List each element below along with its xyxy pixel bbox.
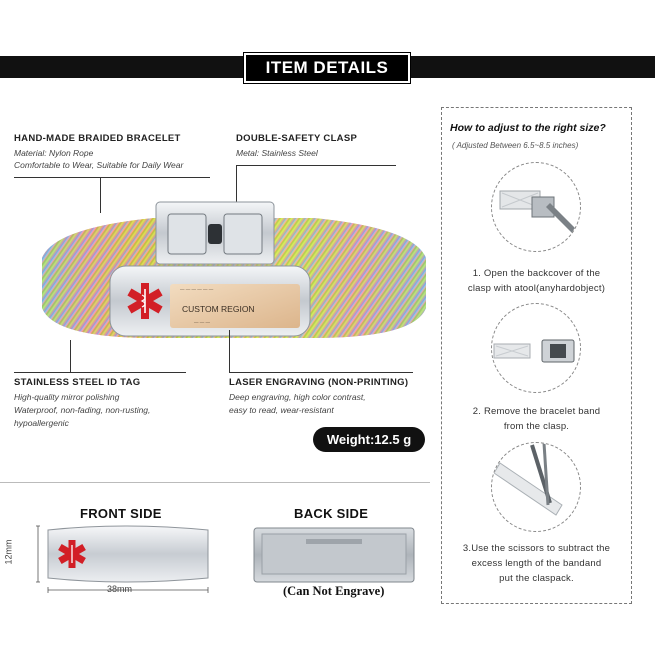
step-2-line-2: from the clasp. bbox=[503, 421, 570, 432]
braided-title: HAND-MADE BRAIDED BRACELET bbox=[14, 133, 181, 144]
width-dimension: 38mm bbox=[107, 584, 133, 594]
tag-line-1: High-quality mirror polishing bbox=[14, 392, 120, 402]
scissors-icon bbox=[492, 443, 581, 532]
bracelet-illustration bbox=[34, 188, 434, 378]
step-1-line-2: clasp with atool(anyhardobject) bbox=[467, 283, 606, 294]
braided-comfort: Comfortable to Wear, Suitable for Daily Wear bbox=[14, 160, 184, 170]
tag-leader-v bbox=[70, 340, 71, 372]
front-side-title: FRONT SIDE bbox=[80, 506, 162, 521]
back-engrave-note: (Can Not Engrave) bbox=[283, 584, 385, 598]
tag-line-2: Waterproof, non-fading, non-rusting, bbox=[14, 405, 151, 415]
clasp-leader-h bbox=[236, 165, 396, 166]
svg-text:— — — — — —: — — — — — — bbox=[180, 287, 214, 292]
svg-text:— — —: — — — bbox=[194, 320, 211, 325]
back-side-title: BACK SIDE bbox=[294, 506, 369, 521]
laser-line-2: easy to read, wear-resistant bbox=[229, 405, 334, 415]
step-2-image bbox=[491, 303, 581, 393]
page-title: ITEM DETAILS bbox=[265, 58, 389, 77]
step-3-line-1: 3.Use the scissors to subtract the bbox=[462, 543, 611, 554]
band-remove-icon bbox=[492, 304, 581, 393]
step-2-line-1: 2. Remove the bracelet band bbox=[472, 406, 601, 417]
step-3-line-3: put the claspack. bbox=[499, 573, 574, 584]
tag-leader-h bbox=[14, 372, 186, 373]
section-divider bbox=[0, 482, 430, 483]
plate-custom-region: CUSTOM REGION bbox=[182, 304, 255, 314]
clasp-open-icon bbox=[492, 163, 581, 252]
laser-title: LASER ENGRAVING (NON-PRINTING) bbox=[229, 377, 409, 388]
laser-leader-h bbox=[229, 372, 413, 373]
braided-leader-h bbox=[14, 177, 210, 178]
height-dimension: 12mm bbox=[3, 539, 14, 565]
braided-material: Material: Nylon Rope bbox=[14, 148, 94, 158]
tag-line-3: hypoallergenic bbox=[14, 418, 69, 428]
tag-title: STAINLESS STEEL ID TAG bbox=[14, 377, 141, 388]
howto-subtitle: ( Adjusted Between 6.5~8.5 inches) bbox=[452, 141, 579, 150]
weight-badge: Weight:12.5 g bbox=[313, 427, 425, 452]
step-3-line-2: excess length of the bandand bbox=[471, 558, 602, 569]
laser-leader-v bbox=[229, 330, 230, 372]
clasp-title: DOUBLE-SAFETY CLASP bbox=[236, 133, 358, 144]
laser-line-1: Deep engraving, high color contrast, bbox=[229, 392, 366, 402]
howto-title: How to adjust to the right size? bbox=[450, 122, 606, 134]
back-tag-illustration bbox=[250, 524, 420, 586]
header-banner bbox=[244, 53, 410, 83]
step-1-image bbox=[491, 162, 581, 252]
step-1-line-1: 1. Open the backcover of the bbox=[472, 268, 601, 279]
clasp-material: Metal: Stainless Steel bbox=[236, 148, 318, 158]
step-3-image bbox=[491, 442, 581, 532]
